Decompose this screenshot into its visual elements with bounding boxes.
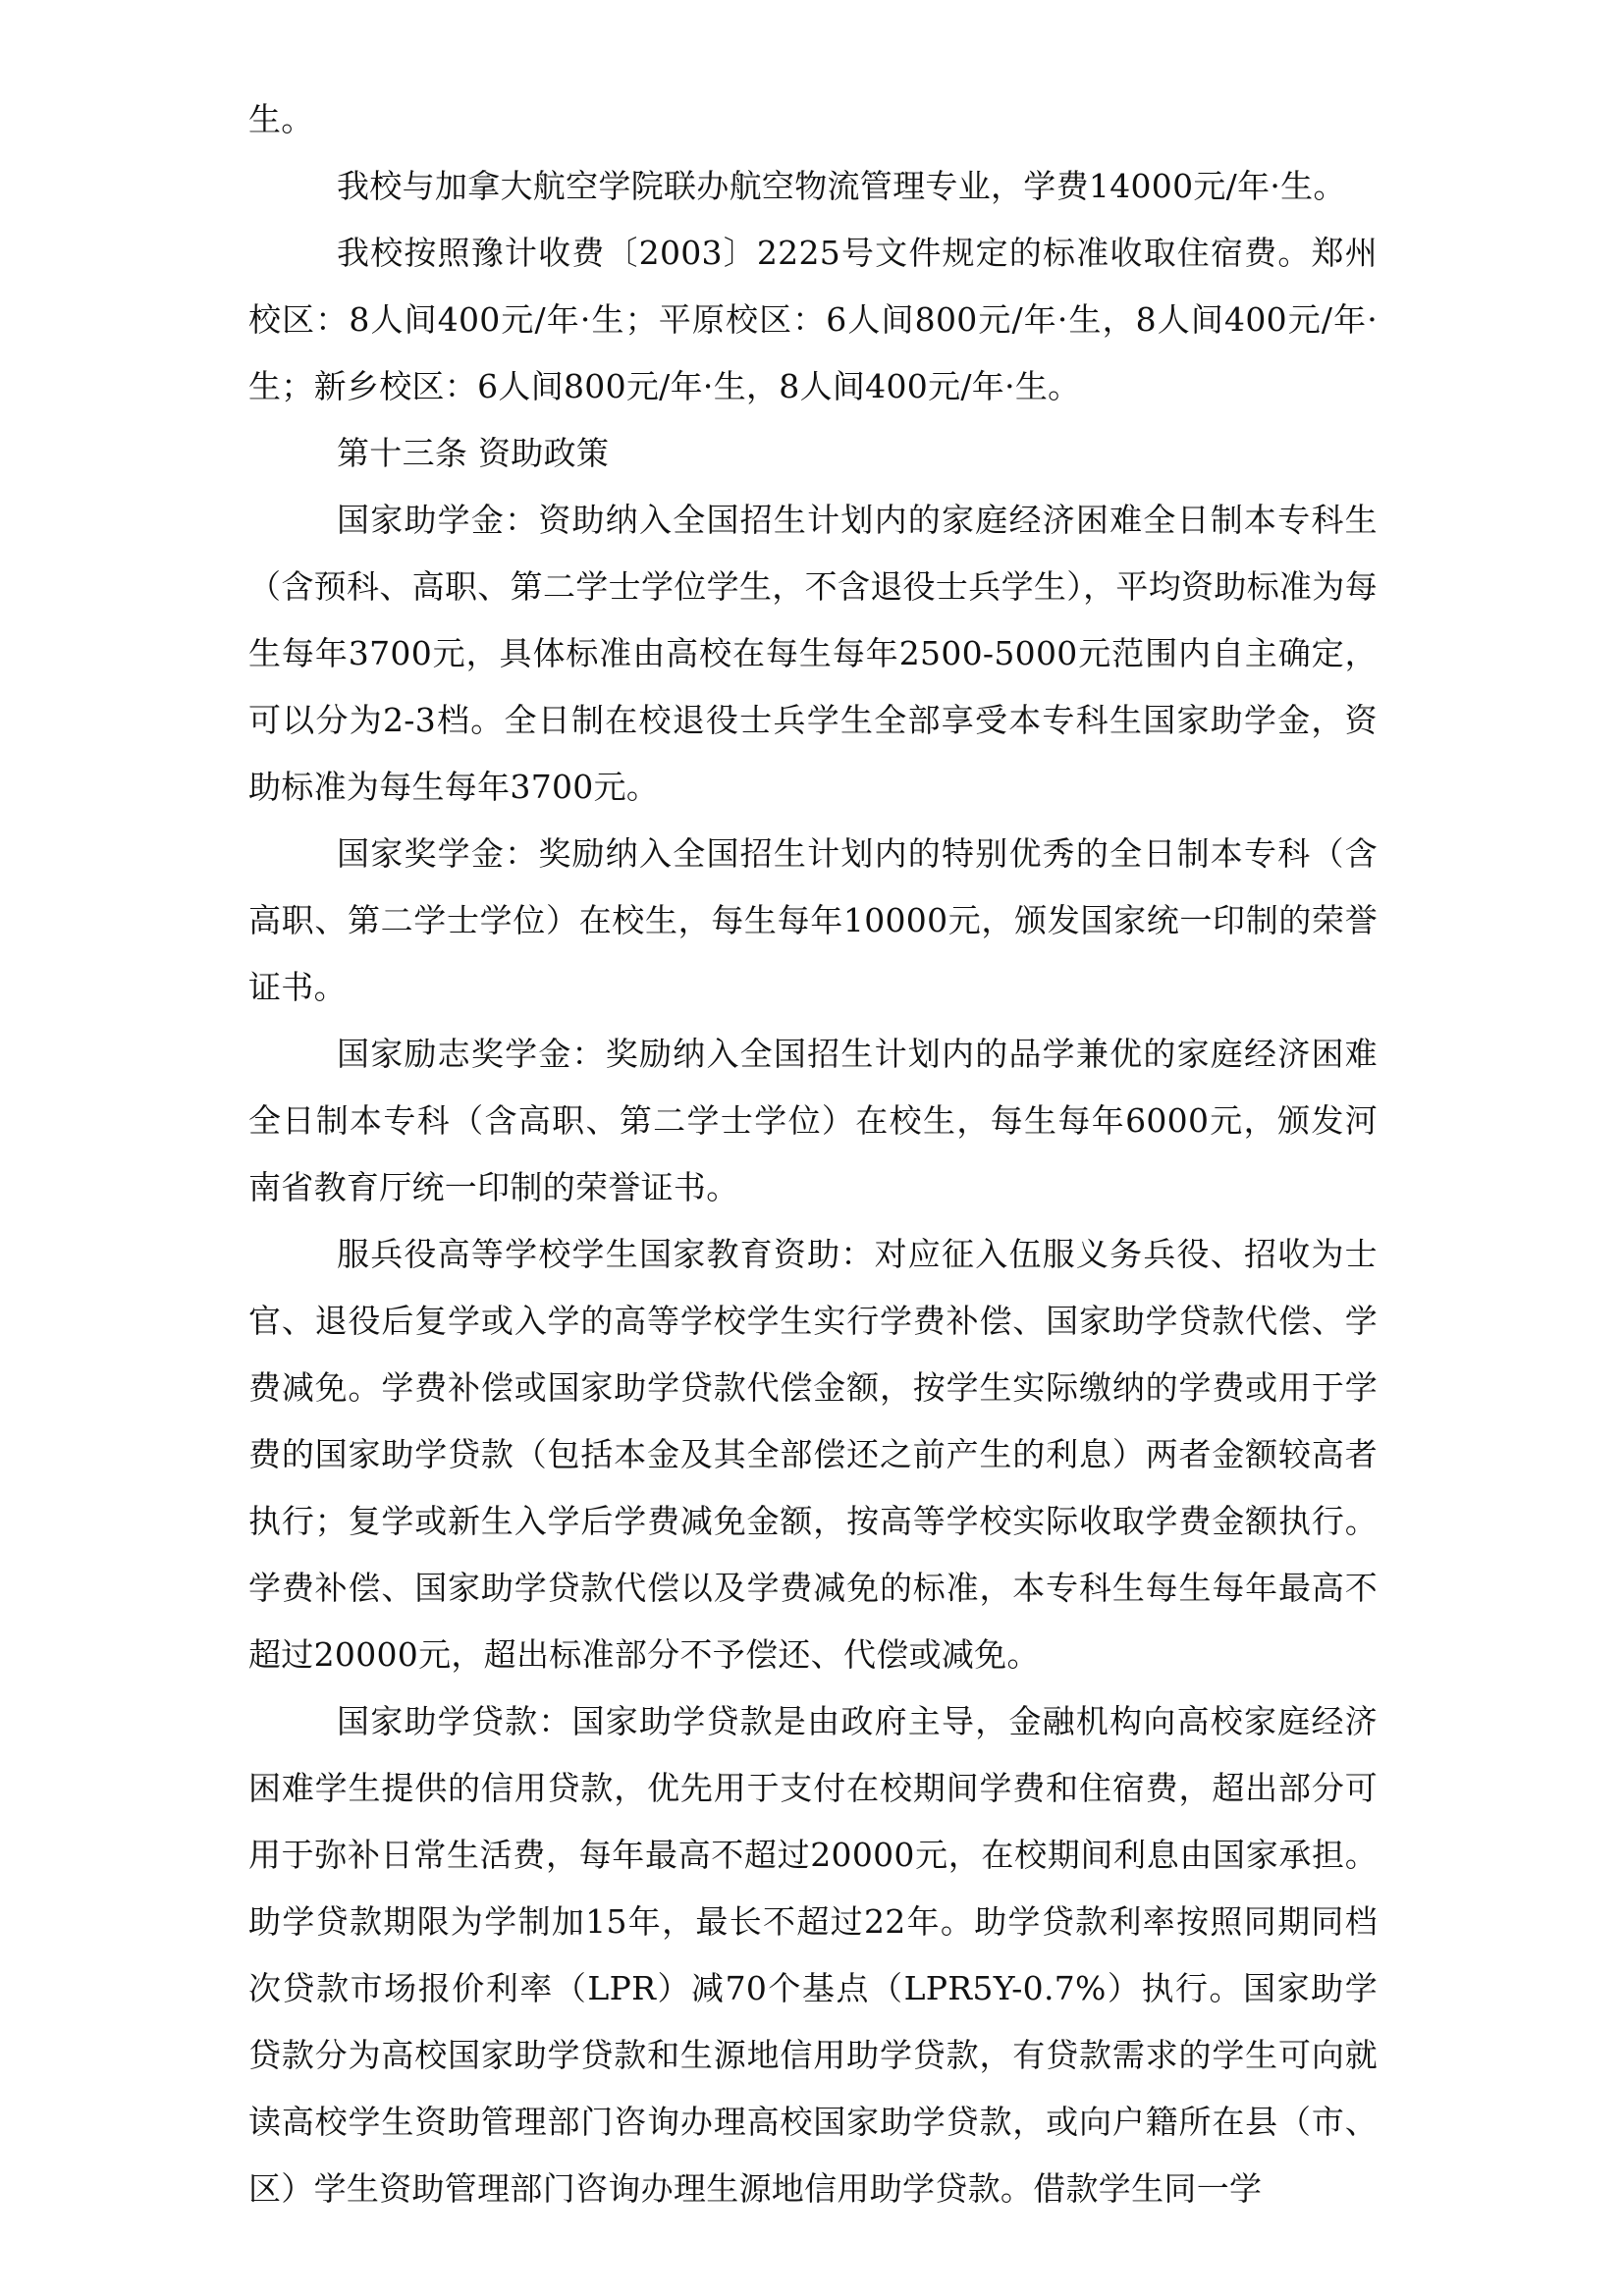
paragraph-student-loan: 国家助学贷款：国家助学贷款是由政府主导，金融机构向高校家庭经济困难学生提供的信用贷款，优先用于支付在校期间学费和住宿费，超出部分可用于弥补日常生活费，每年最高不超过20000元，在校期间利息由国家承担。助学贷款期限为学制加15年，最长不超过22年。助学贷款利率按照同期同档次贷款市场报价利率（LPR）减70个基点（LPR5Y-0.7%）执行。国家助学贷款分为高校国家助学贷款和生源地信用助学贷款，有贷款需求的学生可向就读高校学生资助管理部门咨询办理高校国家助学贷款，或向户籍所在县（市、区）学生资助管理部门咨询办理生源地信用助学贷款。借款学生同一学 [248,1702,1378,2208]
paragraph-inspirational-scholarship: 国家励志奖学金：奖励纳入全国招生计划内的品学兼优的家庭经济困难全日制本专科（含高职、第二学士学位）在校生，每生每年6000元，颁发河南省教育厅统一印制的荣誉证书。 [248,1035,1378,1206]
paragraph-national-grant: 国家助学金：资助纳入全国招生计划内的家庭经济困难全日制本专科生（含预科、高职、第二学士学位学生，不含退役士兵学生），平均资助标准为每生每年3700元，具体标准由高校在每生每年2500-5000元范围内自主确定，可以分为2-3档。全日制在校退役士兵学生全部享受本专科生国家助学金，资助标准为每生每年3700元。 [248,501,1378,806]
paragraph-logistics-tuition: 我校与加拿大航空学院联办航空物流管理专业，学费14000元/年·生。 [337,167,1346,205]
paragraph-continuation: 生。 [248,100,314,138]
paragraph-military-service-aid: 服兵役高等学校学生国家教育资助：对应征入伍服义务兵役、招收为士官、退役后复学或入学的高等学校学生实行学费补偿、国家助学贷款代偿、学费减免。学费补偿或国家助学贷款代偿金额，按学生实际缴纳的学费或用于学费的国家助学贷款（包括本金及其全部偿还之前产生的利息）两者金额较高者执行；复学或新生入学后学费减免金额，按高等学校实际收取学费金额执行。学费补偿、国家助学贷款代偿以及学费减免的标准，本专科生每生每年最高不超过20000元，超出标准部分不予偿还、代偿或减免。 [248,1235,1378,1674]
paragraph-accommodation-fees: 我校按照豫计收费〔2003〕2225号文件规定的标准收取住宿费。郑州校区：8人间400元/年·生；平原校区：6人间800元/年·生，8人间400元/年·生；新乡校区：6人间800元/年·生，8人间400元/年·生。 [248,234,1378,405]
paragraph-national-scholarship: 国家奖学金：奖励纳入全国招生计划内的特别优秀的全日制本专科（含高职、第二学士学位）在校生，每生每年10000元，颁发国家统一印制的荣誉证书。 [248,834,1378,1006]
section-heading-article-13: 第十三条 资助政策 [337,434,610,472]
document-page [248,86,1378,2222]
